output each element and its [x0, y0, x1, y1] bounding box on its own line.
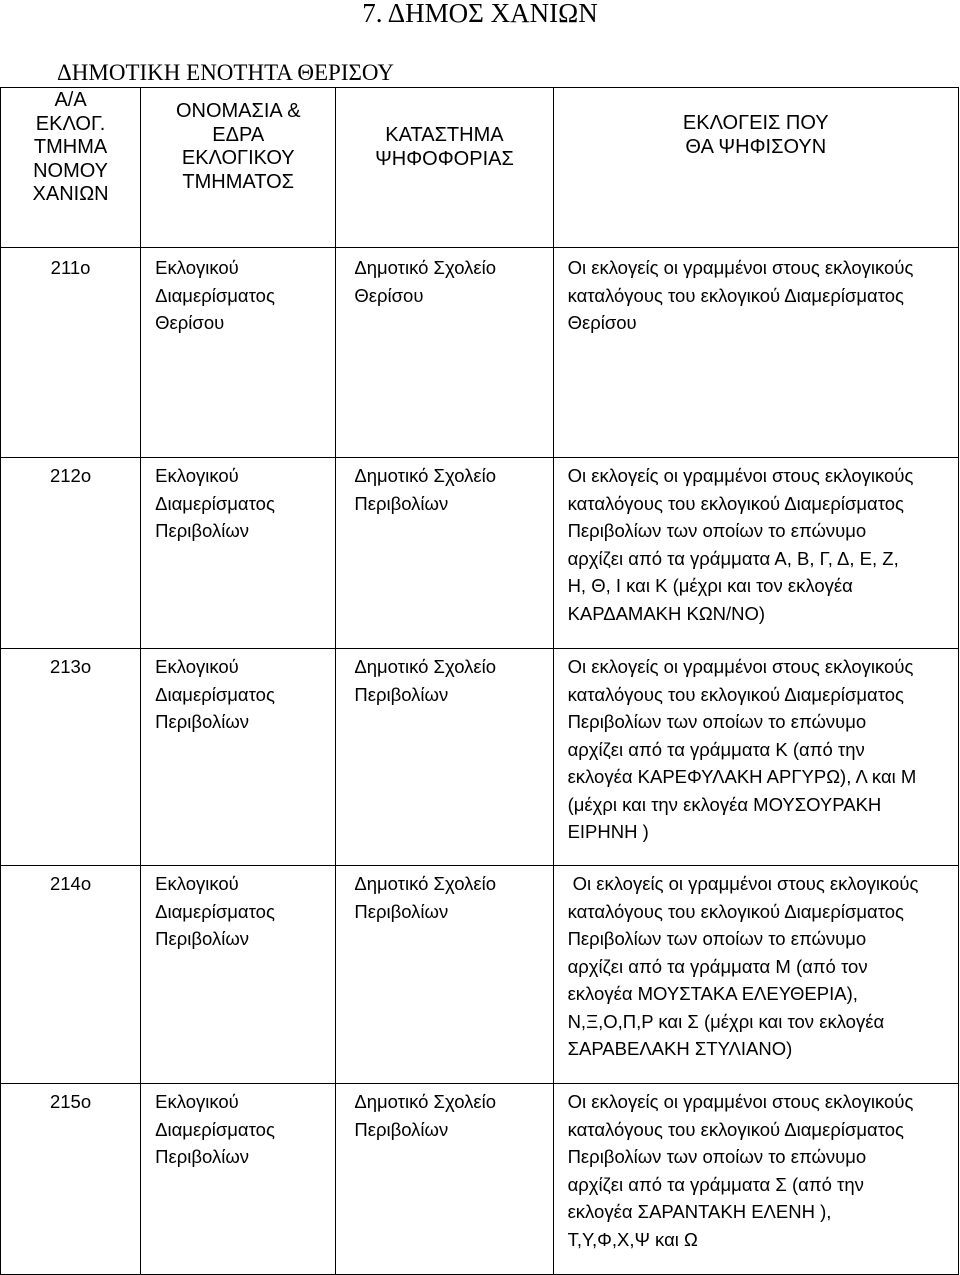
polling-station: Δημοτικό Σχολείο Περιβολίων	[336, 1084, 553, 1275]
section-name: Εκλογικού Διαμερίσματος Περιβολίων	[141, 1084, 336, 1275]
section-number: 215ο	[1, 1084, 141, 1275]
voters-description: Οι εκλογείς οι γραμμένοι στους εκλογικούς καταλόγους του εκλογικού Διαμερίσματος Περιβολίων των οποίων το επώνυμο αρχίζει από τα γράμματα Μ (από τον εκλογέα ΜΟΥΣΤΑΚΑ ΕΛΕΥΘΕΡΙΑ), Ν,Ξ,Ο,Π,Ρ και Σ (μέχρι και τον εκλογέα ΣΑΡΑΒΕΛΑΚΗ ΣΤΥΛΙΑΝΟ)	[553, 866, 958, 1084]
table-row	[1, 866, 959, 1084]
header-section-name: ΟΝΟΜΑΣΙΑ & ΕΔΡΑ ΕΚΛΟΓΙΚΟΥ ΤΜΗΜΑΤΟΣ	[141, 88, 336, 248]
polling-station: Δημοτικό Σχολείο Περιβολίων	[336, 866, 553, 1084]
section-name: Εκλογικού Διαμερίσματος Περιβολίων	[141, 866, 336, 1084]
table-row	[1, 649, 959, 866]
section-name: Εκλογικού Διαμερίσματος Περιβολίων	[141, 649, 336, 866]
section-name: Εκλογικού Διαμερίσματος Περιβολίων	[141, 458, 336, 649]
section-number: 213ο	[1, 649, 141, 866]
header-section-number: Α/Α ΕΚΛΟΓ. ΤΜΗΜΑ ΝΟΜΟΥ ΧΑΝΙΩΝ	[1, 88, 141, 248]
polling-station: Δημοτικό Σχολείο Περιβολίων	[336, 458, 553, 649]
section-number: 212ο	[1, 458, 141, 649]
polling-station: Δημοτικό Σχολείο Περιβολίων	[336, 649, 553, 866]
table-row	[1, 1084, 959, 1275]
voters-description: Οι εκλογείς οι γραμμένοι στους εκλογικούς καταλόγους του εκλογικού Διαμερίσματος Θερίσου	[553, 248, 958, 458]
voters-description: Οι εκλογείς οι γραμμένοι στους εκλογικούς καταλόγους του εκλογικού Διαμερίσματος Περιβολίων των οποίων το επώνυμο αρχίζει από τα γράμματα Α, Β, Γ, Δ, Ε, Ζ, Η, Θ, Ι και Κ (μέχρι και τον εκλογέα ΚΑΡΔΑΜΑΚΗ ΚΩΝ/ΝΟ)	[553, 458, 958, 649]
polling-stations-table	[0, 87, 959, 1275]
polling-station: Δημοτικό Σχολείο Θερίσου	[336, 248, 553, 458]
table-row	[1, 458, 959, 649]
document-title: 7. ΔΗΜΟΣ ΧΑΝΙΩΝ	[362, 0, 598, 28]
voters-description: Οι εκλογείς οι γραμμένοι στους εκλογικούς καταλόγους του εκλογικού Διαμερίσματος Περιβολίων των οποίων το επώνυμο αρχίζει από τα γράμματα Κ (από την εκλογέα ΚΑΡΕΦΥΛΑΚΗ ΑΡΓΥΡΩ), Λ και Μ (μέχρι και την εκλογέα ΜΟΥΣΟΥΡΑΚΗ ΕΙΡΗΝΗ )	[553, 649, 958, 866]
section-number: 214ο	[1, 866, 141, 1084]
section-name: Εκλογικού Διαμερίσματος Θερίσου	[141, 248, 336, 458]
header-voters: ΕΚΛΟΓΕΙΣ ΠΟΥ ΘΑ ΨΗΦΙΣΟΥΝ	[553, 88, 958, 248]
header-polling-station: ΚΑΤΑΣΤΗΜΑ ΨΗΦΟΦΟΡΙΑΣ	[336, 88, 553, 248]
municipal-unit-title: ΔΗΜΟΤΙΚΗ ΕΝΟΤΗΤΑ ΘΕΡΙΣΟΥ	[57, 60, 394, 85]
voters-description: Οι εκλογείς οι γραμμένοι στους εκλογικούς καταλόγους του εκλογικού Διαμερίσματος Περιβολίων των οποίων το επώνυμο αρχίζει από τα γράμματα Σ (από την εκλογέα ΣΑΡΑΝΤΑΚΗ ΕΛΕΝΗ ), Τ,Υ,Φ,Χ,Ψ και Ω	[553, 1084, 958, 1275]
table-header-row	[1, 88, 959, 248]
section-number: 211ο	[1, 248, 141, 458]
table-row	[1, 248, 959, 458]
